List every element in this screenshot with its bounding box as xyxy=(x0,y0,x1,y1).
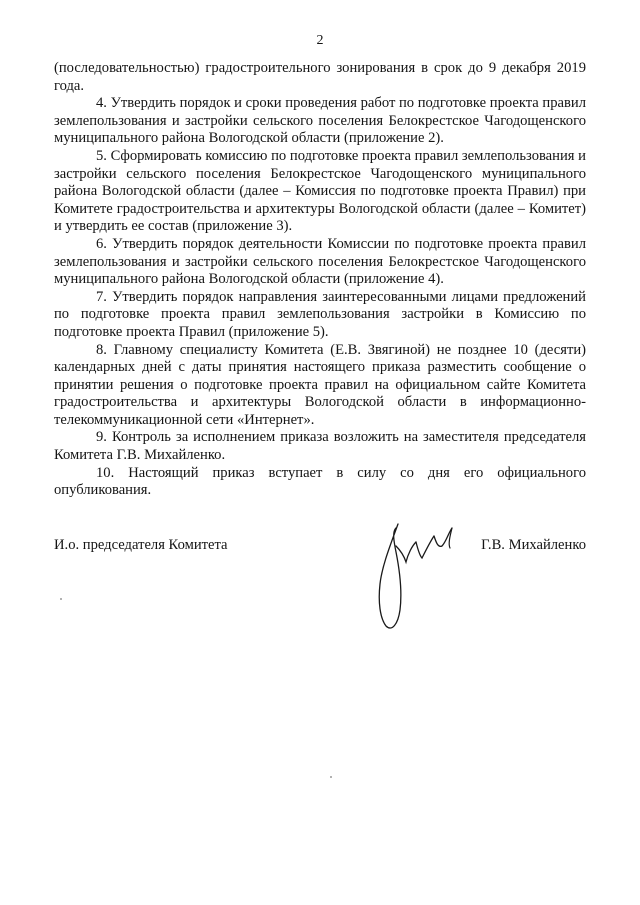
page-number: 2 xyxy=(316,33,324,48)
handwritten-signature xyxy=(360,506,470,646)
paragraph-item-4: 4. Утвердить порядок и сроки проведения работ по подготовке проекта правил землепользования и застройки сельского поселения Белокрестское Чагодощенского муниципального района Вологодской области (приложение 2). xyxy=(54,95,586,147)
document-body xyxy=(54,60,586,500)
signature-block xyxy=(54,537,586,557)
paragraph-item-9: 9. Контроль за исполнением приказа возложить на заместителя председателя Комитета Г.В. Михайленко. xyxy=(54,429,586,464)
scan-speck xyxy=(330,776,332,778)
scan-speck xyxy=(60,598,62,600)
paragraph-item-5: 5. Сформировать комиссию по подготовке проекта правил землепользования и застройки сельского поселения Белокрестское Чагодощенского муниципального района Вологодской области (далее – Комиссия по подготовке проекта Правил) при Комитете градостроительства и архитектуры Вологодской области (далее – Комитет) и утвердить ее состав (приложение 3). xyxy=(54,147,586,235)
paragraph-item-10: 10. Настоящий приказ вступает в силу со дня его официального опубликования. xyxy=(54,464,586,499)
signatory-position: И.о. председателя Комитета xyxy=(54,537,228,553)
paragraph-item-6: 6. Утвердить порядок деятельности Комиссии по подготовке проекта правил землепользования и застройки сельского поселения Белокрестское Чагодощенского муниципального района Вологодской области (приложение 4). xyxy=(54,235,586,288)
paragraph-continuation: (последовательностью) градостроительного зонирования в срок до 9 декабря 2019 года. xyxy=(54,60,586,94)
paragraph-item-7: 7. Утвердить порядок направления заинтересованными лицами предложений по подготовке проекта правил землепользования застройки в Комиссию по подготовке проекта Правил (приложение 5). xyxy=(54,288,586,340)
signatory-name: Г.В. Михайленко xyxy=(481,537,586,553)
paragraph-item-8: 8. Главному специалисту Комитета (Е.В. Звягиной) не позднее 10 (десяти) календарных дней с даты принятия настоящего приказа разместить сообщение о принятии решения о подготовке проекта правил на официальном сайте Комитета градостроительства и архитектуры Вологодской области в информационно-телекоммуникационной сети «Интернет». xyxy=(54,341,586,428)
